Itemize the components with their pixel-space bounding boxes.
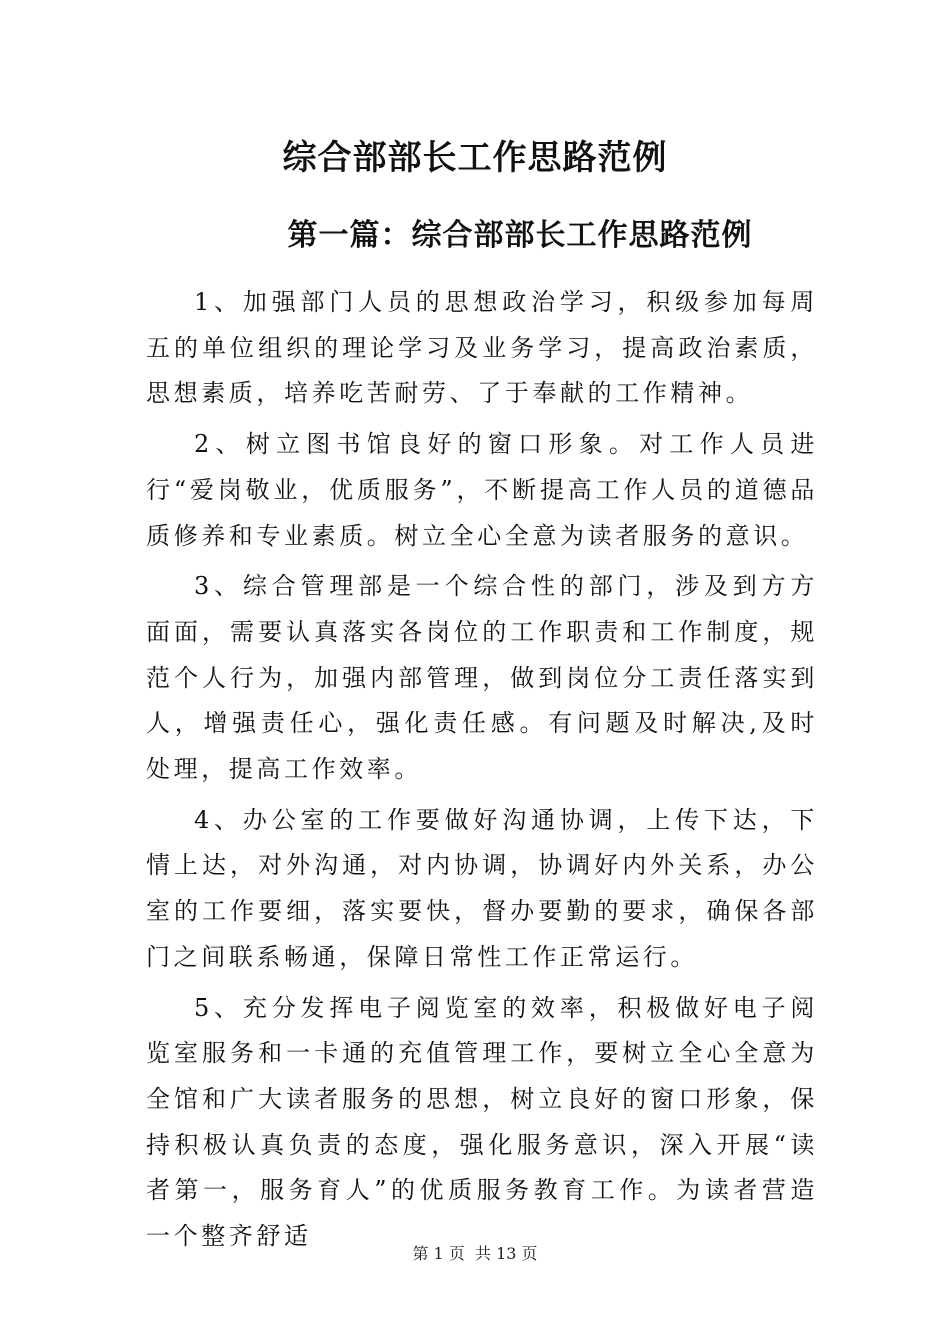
page-footer <box>0 1242 950 1266</box>
paragraph-1: 1、加强部门人员的思想政治学习，积级参加每周五的单位组织的理论学习及业务学习，提高政治素质，思想素质，培养吃苦耐劳、了于奉献的工作精神。 <box>146 288 818 408</box>
paragraph-2: 2、树立图书馆良好的窗口形象。对工作人员进行“爱岗敬业，优质服务”，不断提高工作人员的道德品质修养和专业素质。树立全心全意为读者服务的意识。 <box>146 430 818 550</box>
document-body <box>146 280 818 1265</box>
section-title: 第一篇：综合部部长工作思路范例 <box>287 218 753 253</box>
document-title: 综合部部长工作思路范例 <box>282 138 668 178</box>
paragraph-4: 4、办公室的工作要做好沟通协调，上传下达，下情上达，对外沟通，对内协调，协调好内外关系，办公室的工作要细，落实要快，督办要勤的要求，确保各部门之间联系畅通，保障日常性工作正常运行。 <box>146 805 818 971</box>
paragraph-5: 5、充分发挥电子阅览室的效率，积极做好电子阅览室服务和一卡通的充值管理工作，要树立全心全意为全馆和广大读者服务的思想，树立良好的窗口形象，保持积极认真负责的态度，强化服务意识，深入开展“读者第一，服务育人”的优质服务教育工作。为读者营造一个整齐舒适 <box>146 993 818 1251</box>
paragraph-3: 3、综合管理部是一个综合性的部门，涉及到方方面面，需要认真落实各岗位的工作职责和工作制度，规范个人行为，加强内部管理，做到岗位分工责任落实到人，增强责任心，强化责任感。有问题及时解决,及时处理，提高工作效率。 <box>146 572 818 784</box>
page-number-label: 第 1 页 共 13 页 <box>412 1244 538 1263</box>
